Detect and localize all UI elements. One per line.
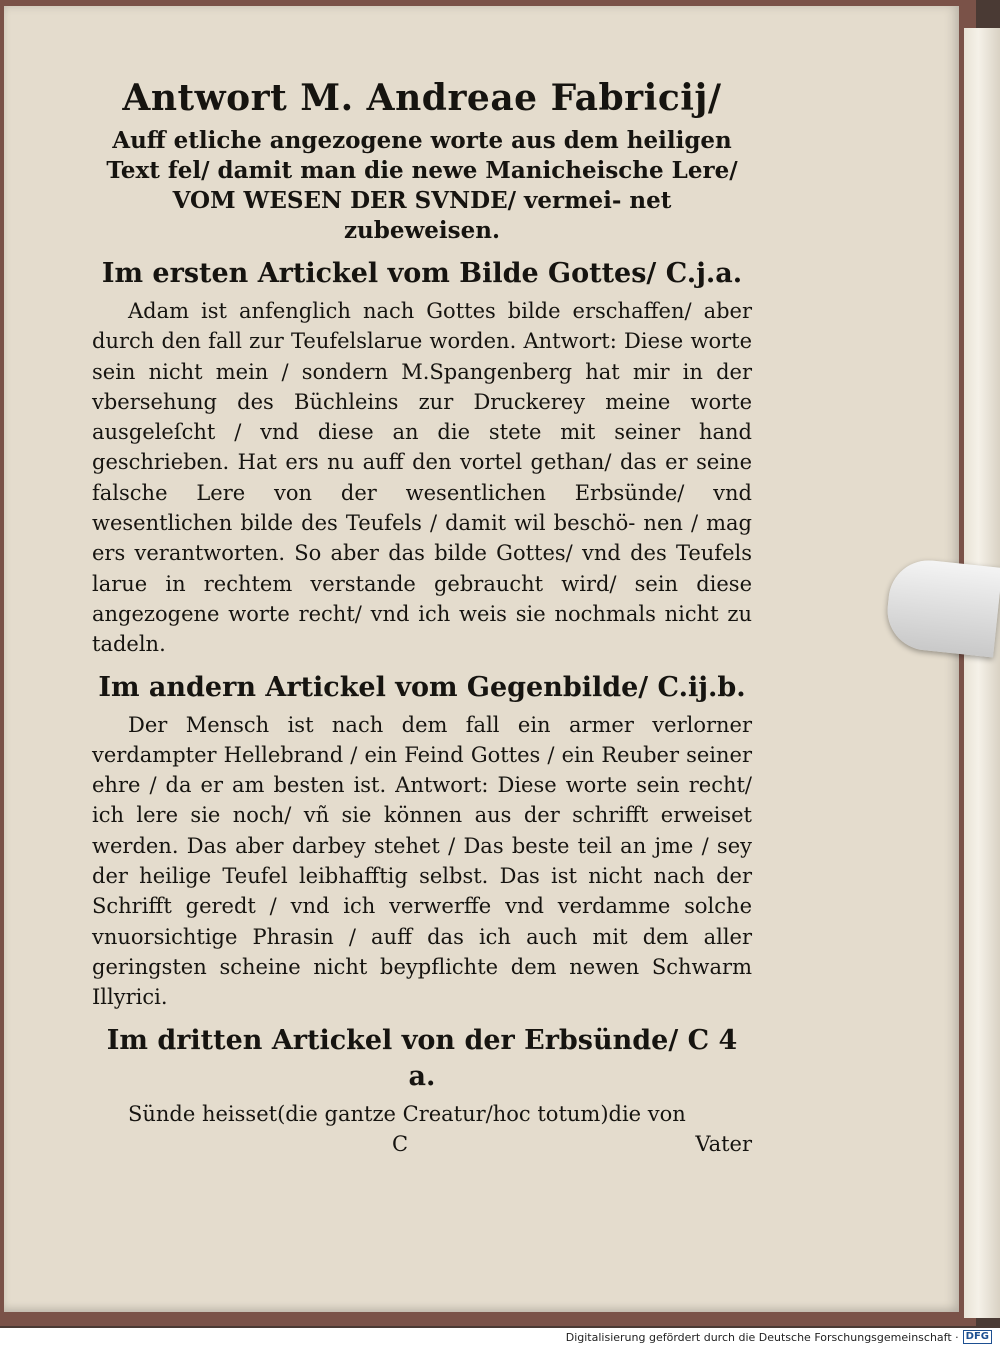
page-foot bbox=[92, 1129, 752, 1159]
signature-mark: C bbox=[392, 1131, 409, 1156]
credit-text: Digitalisierung gefördert durch die Deutsche Forschungsgemeinschaft · bbox=[565, 1330, 959, 1344]
section-heading: Im dritten Artickel von der Erbsünde/ C 4 a. bbox=[106, 1024, 738, 1092]
section-heading: Im andern Artickel vom Gegenbilde/ C.ij.b. bbox=[98, 671, 746, 703]
page-edges bbox=[964, 28, 1000, 1318]
page bbox=[4, 6, 959, 1312]
section-text: Sünde heisset(die gantze Creatur/hoc totum)die von bbox=[128, 1101, 686, 1126]
dfg-logo: DFG bbox=[963, 1330, 992, 1344]
section-text: Der Mensch ist nach dem fall ein armer verlorner verdampter Hellebrand / ein Feind Gottes / ein Reuber seiner ehre / da er am besten ist. Antwort: Diese worte sein recht/ ich lere sie noch/ vñ sie können aus der schrifft erweiset werden. Das aber darbey stehet / Das beste teil an jme / sey der heilige Teufel leibhafftig selbst. Das ist nicht nach der Schrifft geredt / vnd ich verwerffe vnd verdamme solche vnuorsichtige Phrasin / auff das ich auch mit dem aller geringsten scheine nicht beypflichte dem newen Schwarm Illyrici. bbox=[92, 712, 752, 1010]
digitization-credit bbox=[566, 1330, 992, 1344]
section-heading: Im ersten Artickel vom Bilde Gottes/ C.j.a. bbox=[101, 258, 743, 289]
document-subtitle: Auff etliche angezogene worte aus dem heiligen Text fel/ damit man die newe Manicheische Lere/ VOM WESEN DER SVNDE/ vermei- net zubeweisen. bbox=[106, 127, 738, 244]
catchword: Vater bbox=[695, 1131, 752, 1156]
document-title: Antwort M. Andreae Fabricij/ bbox=[122, 77, 722, 119]
section-text: Adam ist anfenglich nach Gottes bilde erschaffen/ aber durch den fall zur Teufelslarue worden. Antwort: Diese worte sein nicht mein / sondern M.Spangenberg hat mir in der vbersehung des Büchleins zur Druckerey meine worte ausgeleſcht / vnd diese an die stete mit seiner hand geschrieben. Hat ers nu auff den vortel gethan/ das er seine falsche Lere von der wesentlichen Erbsünde/ vnd wesentlichen bilde des Teufels / damit wil beschö- nen / mag ers verantworten. So aber das bilde Gottes/ vnd des Teufels larue in rechtem verstande gebraucht wird/ sein diese angezogene worte recht/ vnd ich weis sie nochmals nicht zu tadeln. bbox=[92, 299, 752, 657]
page-text bbox=[92, 76, 752, 1159]
